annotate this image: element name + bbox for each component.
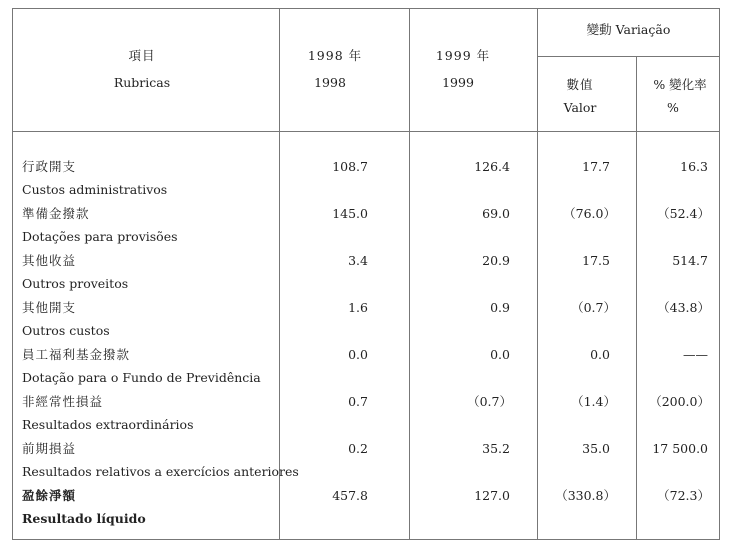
row-pct: 17 500.0 bbox=[652, 441, 708, 456]
row-value-1999: 0.9 bbox=[490, 300, 510, 315]
row-label-zh: 其他收益 bbox=[22, 253, 77, 268]
variation-header-divider bbox=[537, 56, 720, 57]
total-valor: （330.8） bbox=[555, 488, 616, 503]
row-label-pt: Outros proveitos bbox=[22, 276, 129, 291]
row-label-zh: 其他開支 bbox=[22, 300, 77, 315]
row-label-zh: 行政開支 bbox=[22, 159, 77, 174]
header-1998-zh: 1998 年 bbox=[307, 48, 363, 63]
row-label-zh: 員工福利基金撥款 bbox=[22, 347, 131, 362]
row-value-1998: 3.4 bbox=[348, 253, 368, 268]
col-divider bbox=[636, 56, 637, 540]
row-pct: （200.0） bbox=[649, 394, 710, 409]
header-value-zh: 數值 bbox=[566, 77, 594, 92]
row-pct: 514.7 bbox=[672, 253, 708, 268]
row-valor: （1.4） bbox=[571, 394, 616, 409]
total-pct: （72.3） bbox=[657, 488, 710, 503]
header-1999-zh: 1999 年 bbox=[435, 48, 491, 63]
row-value-1999: 35.2 bbox=[482, 441, 510, 456]
header-item-pt: Rubricas bbox=[113, 75, 171, 90]
row-label-zh: 準備金撥款 bbox=[22, 206, 90, 221]
row-value-1999: 126.4 bbox=[474, 159, 510, 174]
row-value-1998: 0.7 bbox=[348, 394, 368, 409]
row-label-pt: Resultados relativos a exercícios anteriores bbox=[22, 464, 299, 479]
col-divider bbox=[409, 8, 410, 540]
row-value-1999: 69.0 bbox=[482, 206, 510, 221]
header-pct-zh: % 變化率 bbox=[653, 77, 707, 92]
row-value-1999: 20.9 bbox=[482, 253, 510, 268]
row-label-pt: Outros custos bbox=[22, 323, 110, 338]
row-valor: （76.0） bbox=[563, 206, 616, 221]
header-divider bbox=[12, 131, 720, 132]
row-value-1998: 108.7 bbox=[332, 159, 368, 174]
total-value-1998: 457.8 bbox=[332, 488, 368, 503]
row-pct: （52.4） bbox=[657, 206, 710, 221]
header-item-zh: 項目 bbox=[128, 48, 156, 63]
header-variation: 變動 Variação bbox=[586, 22, 671, 37]
row-valor: 35.0 bbox=[582, 441, 610, 456]
row-label-pt: Dotações para provisões bbox=[22, 229, 178, 244]
total-label-pt: Resultado líquido bbox=[22, 511, 146, 526]
row-valor: 17.7 bbox=[582, 159, 610, 174]
total-label-zh: 盈餘淨額 bbox=[22, 488, 77, 503]
col-divider bbox=[537, 8, 538, 540]
row-value-1999: （0.7） bbox=[467, 394, 512, 409]
header-1999-pt: 1999 bbox=[442, 75, 474, 90]
row-valor: 0.0 bbox=[590, 347, 610, 362]
row-valor: （0.7） bbox=[571, 300, 616, 315]
row-label-pt: Custos administrativos bbox=[22, 182, 168, 197]
row-value-1999: 0.0 bbox=[490, 347, 510, 362]
row-pct: —— bbox=[683, 347, 708, 362]
row-value-1998: 0.2 bbox=[348, 441, 368, 456]
total-value-1999: 127.0 bbox=[474, 488, 510, 503]
header-pct-pt: % bbox=[667, 100, 679, 115]
row-value-1998: 1.6 bbox=[348, 300, 368, 315]
row-label-zh: 非經常性損益 bbox=[22, 394, 104, 409]
row-label-zh: 前期損益 bbox=[22, 441, 77, 456]
row-value-1998: 0.0 bbox=[348, 347, 368, 362]
header-value-pt: Valor bbox=[563, 100, 597, 115]
header-1998-pt: 1998 bbox=[314, 75, 346, 90]
row-label-pt: Resultados extraordinários bbox=[22, 417, 194, 432]
row-pct: （43.8） bbox=[657, 300, 710, 315]
row-label-pt: Dotação para o Fundo de Previdência bbox=[22, 370, 261, 385]
col-divider bbox=[279, 8, 280, 540]
row-pct: 16.3 bbox=[680, 159, 708, 174]
row-valor: 17.5 bbox=[582, 253, 610, 268]
row-value-1998: 145.0 bbox=[332, 206, 368, 221]
